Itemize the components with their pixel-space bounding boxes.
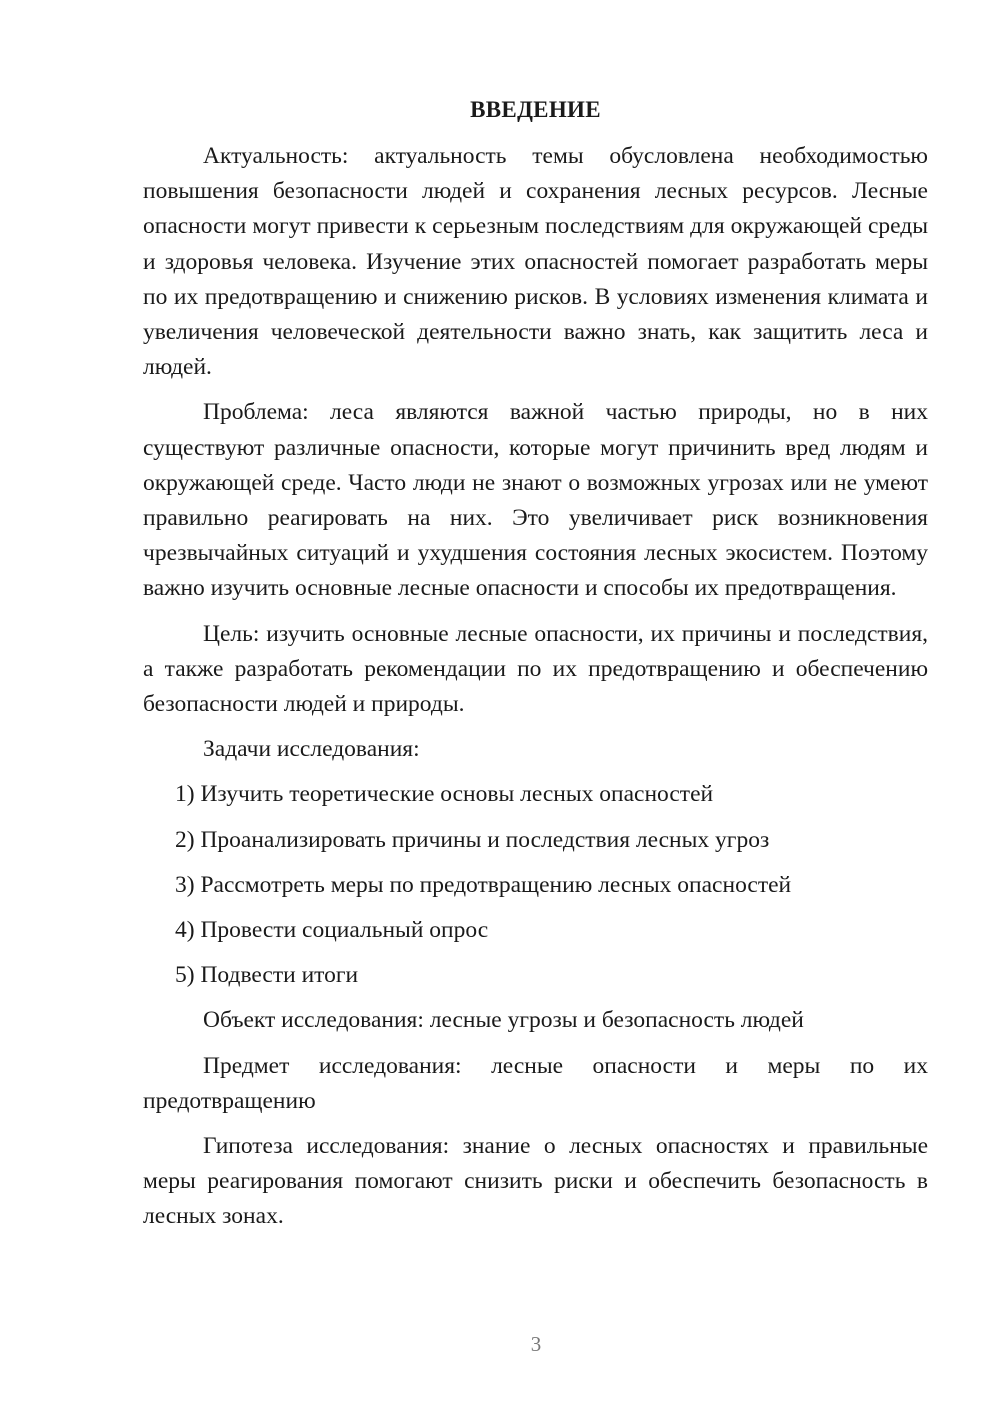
list-item: 3) Рассмотреть меры по предотвращению лесных опасностей: [175, 871, 792, 898]
tasks-heading: Задачи исследования:: [203, 736, 420, 763]
list-item: 4) Провести социальный опрос: [175, 917, 489, 944]
page-title: ВВЕДЕНИЕ: [470, 97, 601, 122]
paragraph-goal: Цель: изучить основные лесные опасности, их причины и последствия, а также разработать рекомендации по их предотвращению и обеспечению безопасности людей и природы.: [143, 620, 928, 718]
page-content: [143, 95, 928, 1245]
list-item: 1) Изучить теоретические основы лесных опасностей: [175, 781, 714, 808]
paragraph-hypothesis: Гипотеза исследования: знание о лесных опасностях и правильные меры реагирования помогают снизить риски и обеспечить безопасность в лесных зонах.: [143, 1133, 928, 1230]
paragraph-relevance: Актуальность: актуальность темы обусловлена необходимостью повышения безопасности людей и сохранения лесных ресурсов. Лесные опасности могут привести к серьезным последствиям для окружающей среды и здоровья человека. Изучение этих опасностей помогает разработать меры по их предотвращению и снижению рисков. В условиях изменения климата и увеличения человеческой деятельности важно знать, как защитить леса и людей.: [143, 143, 928, 381]
paragraph-problem: Проблема: леса являются важной частью природы, но в них существуют различные опасности, которые могут причинить вред людям и окружающей среде. Часто люди не знают о возможных угрозах или не умеют правильно реагировать на них. Это увеличивает риск возникновения чрезвычайных ситуаций и ухудшения состояния лесных экосистем. Поэтому важно изучить основные лесные опасности и способы их предотвращения.: [143, 399, 928, 602]
page-number: 3: [530, 1332, 542, 1356]
tasks-list: [143, 777, 928, 993]
paragraph-subject: Предмет исследования: лесные опасности и меры по их предотвращению: [143, 1052, 928, 1114]
paragraph-object: Объект исследования: лесные угрозы и безопасность людей: [203, 1007, 804, 1034]
list-item: 5) Подвести итоги: [175, 962, 359, 989]
list-item: 2) Проанализировать причины и последствия лесных угроз: [175, 826, 770, 853]
